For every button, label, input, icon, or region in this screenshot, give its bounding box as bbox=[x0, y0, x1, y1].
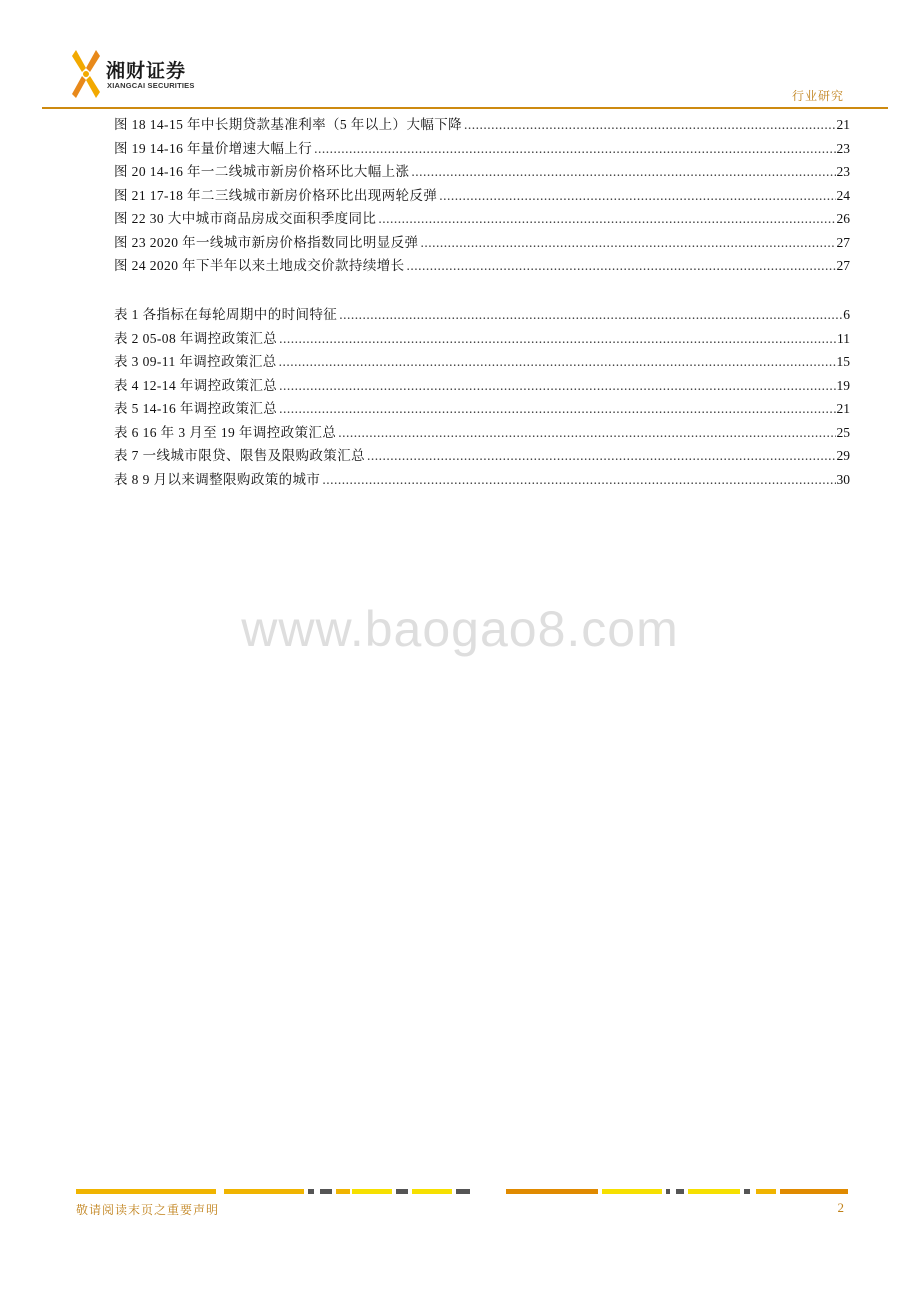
table-list bbox=[114, 303, 850, 491]
toc-figure-entry[interactable] bbox=[114, 160, 850, 184]
dot-leader bbox=[279, 374, 835, 398]
toc-entry-page: 15 bbox=[836, 354, 850, 369]
toc-entry-page: 11 bbox=[837, 330, 850, 346]
toc-figure-entry[interactable] bbox=[114, 231, 850, 255]
toc-entry-label: 表 5 14-16 年调控政策汇总 bbox=[114, 401, 278, 416]
toc-entry-page: 27 bbox=[836, 234, 850, 250]
figure-list bbox=[114, 113, 850, 278]
toc-entry-page: 23 bbox=[836, 164, 850, 179]
header-divider bbox=[42, 107, 888, 109]
dot-leader bbox=[420, 231, 835, 255]
toc-entry-label: 表 3 09-11 年调控政策汇总 bbox=[114, 354, 277, 369]
toc-entry-page: 6 bbox=[843, 307, 850, 322]
toc-entry-page: 25 bbox=[836, 424, 850, 440]
dot-leader bbox=[464, 113, 835, 137]
logo-mark-icon bbox=[70, 48, 102, 100]
dot-leader bbox=[338, 421, 835, 445]
toc-entry-label: 图 20 14-16 年一二线城市新房价格环比大幅上涨 bbox=[114, 164, 410, 179]
toc-table-entry[interactable] bbox=[114, 397, 850, 421]
toc-entry-label: 表 6 16 年 3 月至 19 年调控政策汇总 bbox=[114, 424, 337, 440]
dot-leader bbox=[378, 207, 835, 231]
toc-entry-label: 图 18 14-15 年中长期贷款基准利率（5 年以上）大幅下降 bbox=[114, 117, 463, 132]
toc-entry-page: 27 bbox=[836, 258, 850, 273]
toc-figure-entry[interactable] bbox=[114, 207, 850, 231]
toc-table-entry[interactable] bbox=[114, 350, 850, 374]
toc-entry-label: 表 4 12-14 年调控政策汇总 bbox=[114, 377, 278, 393]
dot-leader bbox=[322, 468, 835, 492]
toc-entry-page: 24 bbox=[836, 187, 850, 203]
dot-leader bbox=[279, 350, 836, 374]
toc-table-entry[interactable] bbox=[114, 468, 850, 492]
toc-entry-page: 19 bbox=[836, 377, 850, 393]
dot-leader bbox=[339, 303, 842, 327]
logo-chinese-name: 湘财证券 bbox=[106, 60, 187, 82]
toc-entry-page: 21 bbox=[836, 401, 850, 416]
dot-leader bbox=[439, 184, 835, 208]
toc-entry-label: 表 1 各指标在每轮周期中的时间特征 bbox=[114, 307, 338, 322]
toc-entry-page: 23 bbox=[836, 140, 850, 156]
toc-entry-page: 21 bbox=[836, 117, 850, 132]
toc-entry-page: 30 bbox=[836, 471, 850, 487]
report-category: 行业研究 bbox=[791, 89, 844, 103]
logo-english-name: XIANGCAI SECURITIES bbox=[107, 81, 195, 90]
toc-entry-label: 表 8 9 月以来调整限购政策的城市 bbox=[114, 471, 321, 487]
toc-table-entry[interactable] bbox=[114, 327, 850, 351]
toc-entry-label: 表 2 05-08 年调控政策汇总 bbox=[114, 330, 278, 346]
toc-table-entry[interactable] bbox=[114, 421, 850, 445]
footer-decorative-bar bbox=[76, 1189, 848, 1194]
toc-entry-label: 图 19 14-16 年量价增速大幅上行 bbox=[114, 140, 313, 156]
toc-entry-label: 表 7 一线城市限贷、限售及限购政策汇总 bbox=[114, 448, 365, 463]
toc-table-entry[interactable] bbox=[114, 303, 850, 327]
watermark-text: www.baogao8.com bbox=[241, 601, 679, 657]
footer-disclaimer-notice: 敬请阅读末页之重要声明 bbox=[76, 1203, 220, 1217]
company-logo bbox=[70, 48, 195, 104]
toc-entry-label: 图 22 30 大中城市商品房成交面积季度同比 bbox=[114, 211, 377, 226]
toc-entry-label: 图 23 2020 年一线城市新房价格指数同比明显反弹 bbox=[114, 234, 419, 250]
dot-leader bbox=[411, 160, 835, 184]
toc-table-entry[interactable] bbox=[114, 374, 850, 398]
page-number: 2 bbox=[837, 1200, 844, 1215]
toc-figure-entry[interactable] bbox=[114, 113, 850, 137]
toc-entry-label: 图 24 2020 年下半年以来土地成交价款持续增长 bbox=[114, 258, 405, 273]
toc-figure-entry[interactable] bbox=[114, 254, 850, 278]
toc-entry-page: 26 bbox=[836, 211, 850, 226]
dot-leader bbox=[367, 444, 836, 468]
dot-leader bbox=[279, 327, 836, 351]
dot-leader bbox=[314, 137, 835, 161]
dot-leader bbox=[279, 397, 835, 421]
toc-entry-page: 29 bbox=[836, 448, 850, 463]
dot-leader bbox=[407, 254, 836, 278]
toc-figure-entry[interactable] bbox=[114, 137, 850, 161]
toc-entry-label: 图 21 17-18 年二三线城市新房价格环比出现两轮反弹 bbox=[114, 187, 438, 203]
toc-figure-entry[interactable] bbox=[114, 184, 850, 208]
page-header bbox=[0, 0, 920, 115]
toc-table-entry[interactable] bbox=[114, 444, 850, 468]
